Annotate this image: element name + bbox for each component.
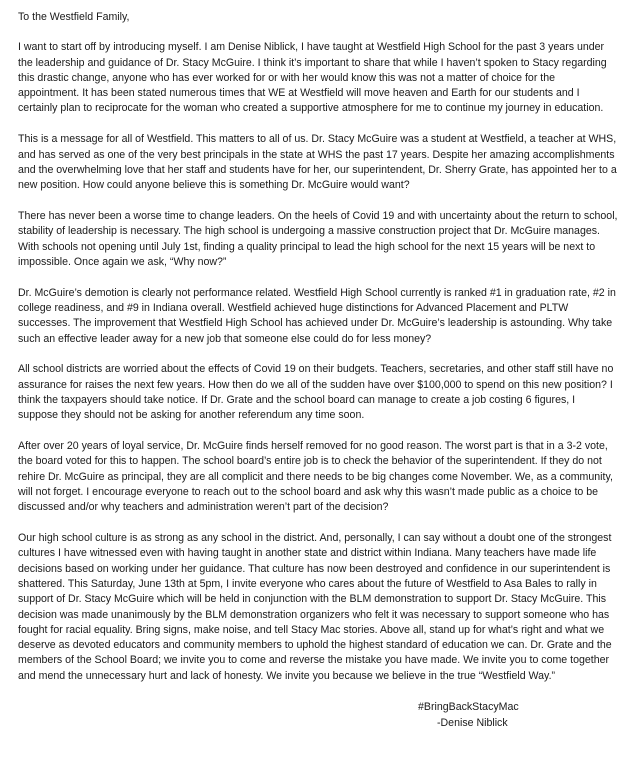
paragraph-culture-rally: Our high school culture is as strong as any school in the district. And, personally, I can say without a doubt one of the strongest cultures I have witnessed even with having taught in another state and district within Indiana. Many teachers have made life decisions based on working under her guidance. That culture has now been destroyed and confidence in our superintendent is shattered. This Saturday, June 13th at 5pm, I invite everyone who cares about the future of Westfield to Asa Bales to rally in support of Dr. Stacy McGuire which will be held in conjunction with the BLM demonstration to support Dr. Stacy McGuire. This decision was made unanimously by the BLM demonstration organizers who felt it was necessary to support someone who has fought for racial equality. Bring signs, make noise, and tell Stacy Mac stories. Above all, stand up for what’s right and what we deserve as devoted educators and community members to uphold the highest standard of education we can. Dr. Grate and the members of the School Board; we invite you to come and reverse the mistake you have made. We invite you to come together and mend the unnecessary hurt and lack of honesty. We invite you because we believe in the true “Westfield Way.” [18, 532, 612, 682]
letter [18, 10, 618, 731]
paragraph-board-vote: After over 20 years of loyal service, Dr. McGuire finds herself removed for no good reason. The worst part is that in a 3-2 vote, the board voted for this to happen. The school board’s entire job is to check the behavior of the superintendent. If they do not rehire Dr. McGuire as principal, they are all complicit and there needs to be big changes come November. We, as a community, will not forget. I encourage everyone to reach out to the school board and ask why this wasn’t made public as a choice to be discussed and/or why teachers and administration weren’t part of the decision? [18, 440, 613, 514]
hashtag: #BringBackStacyMac [418, 701, 519, 714]
paragraph-message: This is a message for all of Westfield. This matters to all of us. Dr. Stacy McGuire was a student at Westfield, a teacher at WHS, and has served as one of the very best principals in the state at WHS the past 17 years. Despite her amazing accomplishments and the overwhelming love that her staff and students have for her, our superintendent, Dr. Sherry Grate, has appointed her to a new position. How could anyone believe this is something Dr. McGuire would want? [18, 133, 617, 192]
greeting: To the Westfield Family, [18, 11, 130, 23]
paragraph-performance: Dr. McGuire’s demotion is clearly not performance related. Westfield High School currently is ranked #1 in graduation rate, #2 in college readiness, and #9 in Indiana overall. Westfield achieved huge distinctions for Advanced Placement and PLTW successes. The improvement that Westfield High School has achieved under Dr. McGuire’s leadership is astounding. Why take such an effective leader away for a new job that someone else could do for less money? [18, 286, 616, 345]
paragraph-budget: All school districts are worried about the effects of Covid 19 on their budgets. Teachers, secretaries, and other staff still have no assurance for raises the next few years. How then do we all of the sudden have over $100,000 to spend on this new position? I think the taxpayers should take notice. If Dr. Grate and the school board can manage to create a job costing 6 figures, I suppose they should not be asking for another referendum any time soon. [18, 363, 614, 422]
signature-name: -Denise Niblick [437, 717, 508, 730]
paragraph-introduction: I want to start off by introducing myself. I am Denise Niblick, I have taught at Westfield High School for the past 3 years under the leadership and guidance of Dr. Stacy McGuire. I think it’s important to share that while I haven’t spoken to Stacy regarding this drastic change, anyone who has ever worked for or with her would know this was not a matter of choice for the appointment. It has been stated numerous times that WE at Westfield will move heaven and Earth for our students and I certainly plan to reciprocate for the woman who created a supportive atmosphere for me to continue my journey in education. [18, 41, 607, 115]
signature-block [418, 699, 618, 731]
paragraph-timing: There has never been a worse time to change leaders. On the heels of Covid 19 and with uncertainty about the return to school, stability of leadership is necessary. The high school is undergoing a massive construction project that Dr. McGuire manages. With schools not opening until July 1st, finding a quality principal to lead the high school for the next 15 years will be next to impossible. Once again we ask, “Why now?” [18, 209, 618, 268]
